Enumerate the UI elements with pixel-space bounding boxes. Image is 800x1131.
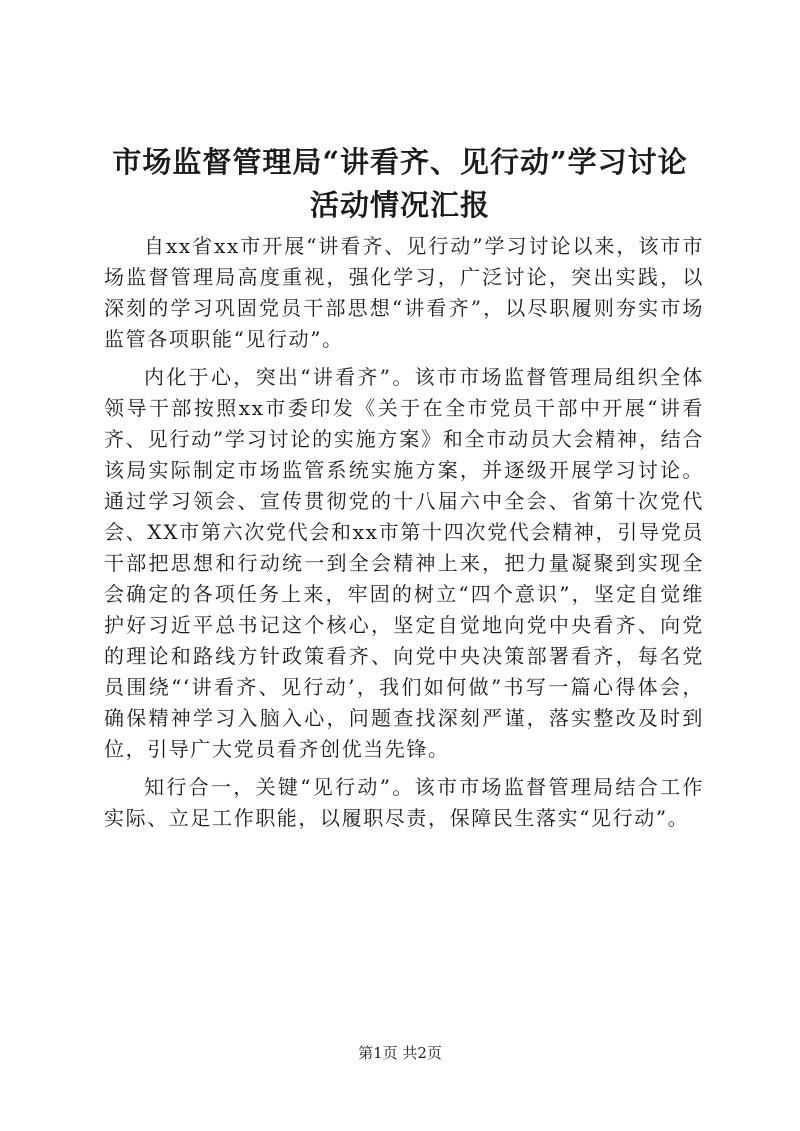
page-footer: 第1页 共2页 — [358, 1044, 442, 1062]
document-title-line-2: 活动情况汇报 — [309, 188, 490, 222]
document-title-line-1: 市场监督管理局“讲看齐、见行动”学习讨论 — [112, 145, 688, 179]
document-body — [104, 231, 704, 841]
paragraph-1: 自xx省xx市开展“讲看齐、见行动”学习讨论以来，该市市场监督管理局高度重视，强化学习，广泛讨论，突出实践，以深刻的学习巩固党员干部思想“讲看齐”，以尽职履则夯实市场监管各项职能“见行动”。 — [104, 234, 704, 351]
paragraph-2: 内化于心，突出“讲看齐”。该市市场监督管理局组织全体领导干部按照xx市委印发《关于在全市党员干部中开展“讲看齐、见行动”学习讨论的实施方案》和全市动员大会精神，结合该局实际制定市场监管系统实施方案，并逐级开展学习讨论。通过学习领会、宣传贯彻党的十八届六中全会、省第十次党代会、XX市第六次党代会和xx市第十四次党代会精神，引导党员干部把思想和行动统一到全会精神上来，把力量凝聚到实现全会确定的各项任务上来，牢固的树立“四个意识”，坚定自觉维护好习近平总书记这个核心，坚定自觉地向党中央看齐、向党的理论和路线方针政策看齐、向党中央决策部署看齐，每名党员围绕“‘讲看齐、见行动’，我们如何做”书写一篇心得体会，确保精神学习入脑入心，问题查找深刻严谨，落实整改及时到位，引导广大党员看齐创优当先锋。 — [104, 365, 704, 761]
paragraph-3: 知行合一，关键“见行动”。该市市场监督管理局结合工作实际、立足工作职能，以履职尽责，保障民生落实“见行动”。 — [104, 775, 704, 830]
